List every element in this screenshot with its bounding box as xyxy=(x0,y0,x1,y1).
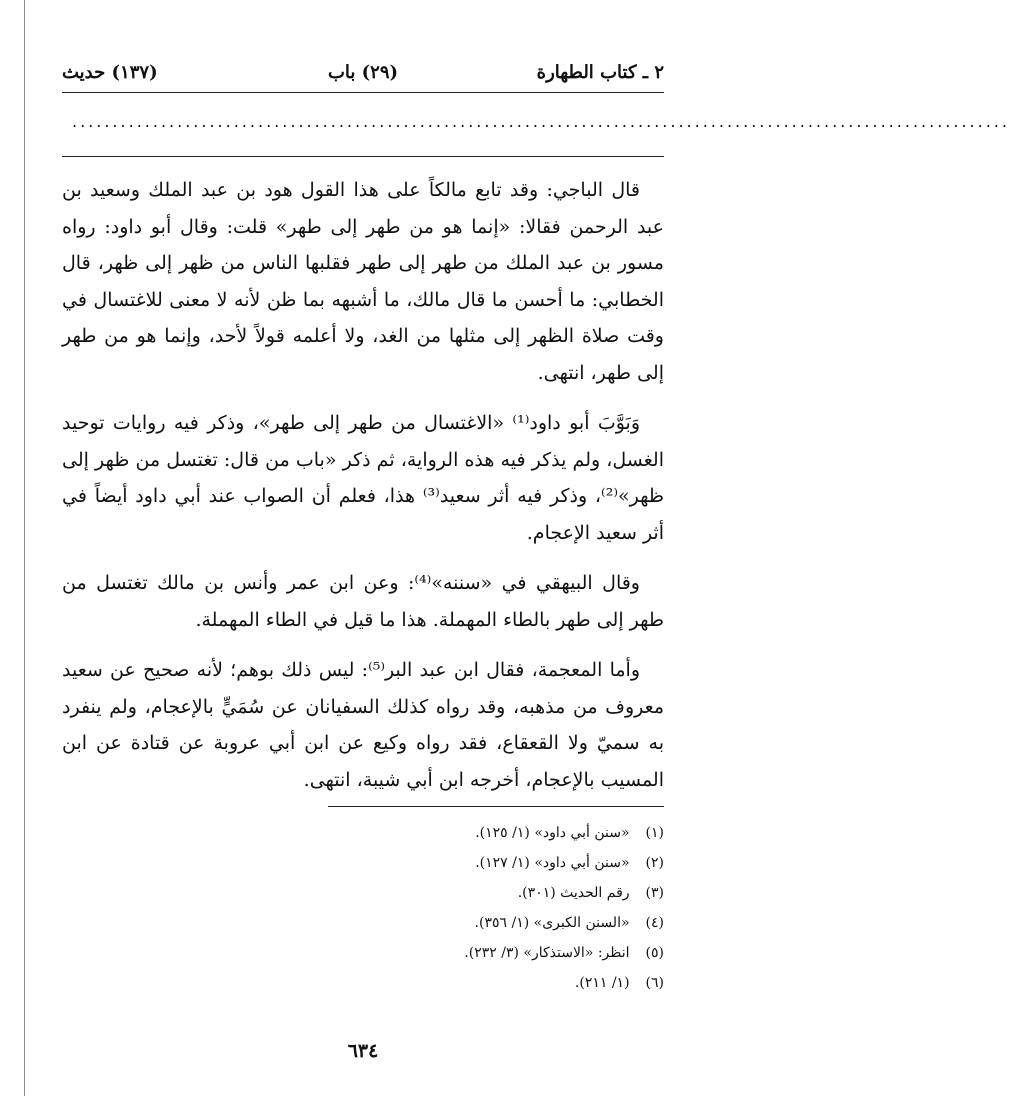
paragraph: قال الباجي: وقد تابع مالكاً على هذا القول هود بن عبد الملك وسعيد بن عبد الرحمن فقالا: «إنما هو من طهر إلى طهر» قلت: وقال أبو داود: رواه مسور بن عبد الملك من طهر إلى طهر فقلبها الناس من ظهر إلى ظهر، قال الخطابي: ما أحسن ما قال مالك، ما أشبهه بما ظن لأنه لا معنى للاغتسال في وقت صلاة الظهر إلى مثلها من الغد، ولا أعلمه قولاً لأحد، وإنما هو من طهر إلى طهر، انتهى. xyxy=(62,179,664,384)
footnote xyxy=(62,908,664,938)
paragraph: وقال البيهقي في «سننه»⁽⁴⁾: وعن ابن عمر وأنس بن مالك تغتسل من طهر إلى طهر بالطاء المهملة. هذا ما قيل في الطاء المهملة. xyxy=(62,572,664,631)
footnote-text: «سنن أبي داود» (١/ ١٢٧). xyxy=(475,855,630,871)
header-chapter: ٢ ـ كتاب الطهارة xyxy=(536,62,664,83)
running-head xyxy=(62,62,664,90)
footnote-number: (٦) xyxy=(645,975,664,991)
binding-margin-line xyxy=(24,0,25,1096)
footnotes xyxy=(62,818,664,998)
main-text xyxy=(62,172,664,812)
header-hadith-number: (١٣٧) حديث xyxy=(62,62,158,83)
footnote xyxy=(62,938,664,968)
footnote-text: «سنن أبي داود» (١/ ١٢٥). xyxy=(475,825,630,841)
paragraph: وأما المعجمة، فقال ابن عبد البر⁽⁵⁾: ليس ذلك بوهم؛ لأنه صحيح عن سعيد معروف من مذهبه، وقد رواه كذلك السفيانان عن سُمَيٍّ بالإعجام، ولم ينفرد به سميّ ولا القعقاع، فقد رواه وكيع عن ابن أبي عروبة عن قتادة عن ابن المسيب بالإعجام، أخرجه ابن أبي شيبة، انتهى. xyxy=(62,659,664,791)
footnote-text: (١/ ٢١١). xyxy=(574,975,630,991)
footnote-number: (٢) xyxy=(645,855,664,871)
book-page xyxy=(62,0,1010,1096)
footnote-text: انظر: «الاستذكار» (٣/ ٢٣٢). xyxy=(464,945,630,961)
footnote-text: «السنن الكبرى» (١/ ٣٥٦). xyxy=(474,915,630,931)
footnote xyxy=(62,848,664,878)
header-section: (٢٩) باب xyxy=(327,62,399,83)
header-rule xyxy=(62,92,664,93)
footnote-number: (٥) xyxy=(645,945,664,961)
footnote-text: رقم الحديث (٣٠١). xyxy=(517,885,630,901)
page-number: ٦٣٤ xyxy=(347,1040,379,1062)
footnote-number: (٤) xyxy=(645,915,664,931)
footnote xyxy=(62,878,664,908)
paragraph: وَبَوَّبَ أبو داود⁽¹⁾ «الاغتسال من طهر إلى طهر»، وذكر فيه روايات توحيد الغسل، ولم يذكر فيه هذه الرواية، ثم ذكر «باب من قال: تغتسل من ظهر إلى ظهر»⁽²⁾، وذكر فيه أثر سعيد⁽³⁾ هذا، فعلم أن الصواب عند أبي داود أيضاً في أثر سعيد الإعجام. xyxy=(62,412,664,544)
footnote-number: (٣) xyxy=(645,885,664,901)
footnote-number: (١) xyxy=(645,825,664,841)
footnote-separator xyxy=(328,806,664,807)
footnote xyxy=(62,968,664,998)
text-start-rule xyxy=(62,156,664,157)
ellipsis-line: .................................................................................................................... xyxy=(72,112,1010,131)
footnote xyxy=(62,818,664,848)
